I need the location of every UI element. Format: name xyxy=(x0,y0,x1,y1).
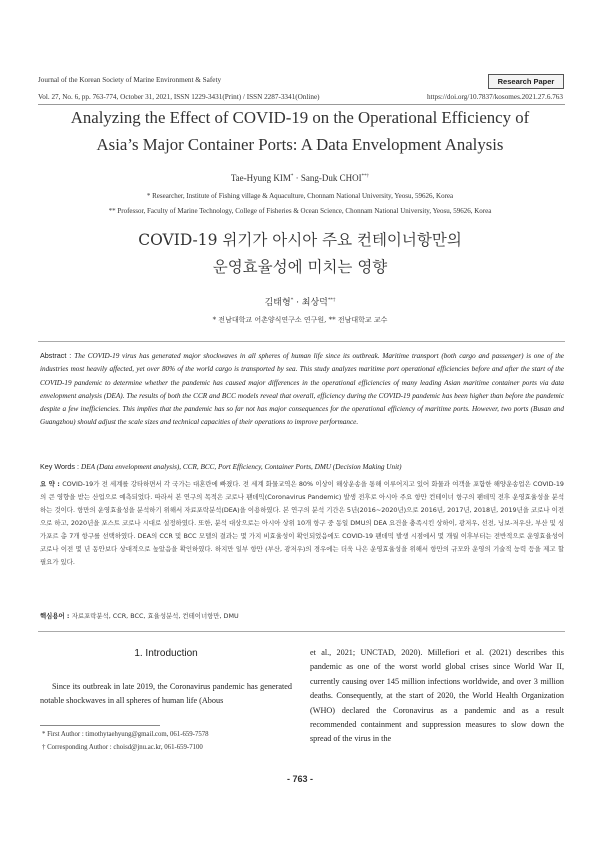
abstract-label: Abstract : xyxy=(40,351,75,360)
title-ko-line1: COVID-19 위기가 아시아 주요 컨테이너항만의 xyxy=(138,231,462,249)
footnote-corresponding-author: † Corresponding Author : choisd@jnu.ac.kr, 061-659-7100 xyxy=(42,744,203,751)
keywords xyxy=(40,460,564,474)
title-ko-line2: 운영효율성에 미치는 영향 xyxy=(212,258,388,276)
korean-keywords xyxy=(40,610,564,623)
volume-info: Vol. 27, No. 6, pp. 763-774, October 31, 2021, ISSN 1229-3431(Print) / ISSN 2287-3341(Online) xyxy=(38,93,320,101)
abstract-top-rule xyxy=(38,341,565,342)
footnote-first-author: * First Author : timothytaehyung@gmail.com, 061-659-7578 xyxy=(42,731,209,738)
korean-abstract xyxy=(40,478,564,569)
header-divider xyxy=(38,104,565,105)
authors-en: Tae-Hyung KIM* · Sang-Duk CHOI**† xyxy=(230,173,370,183)
journal-name: Journal of the Korean Society of Marine Environment & Safety xyxy=(38,76,222,84)
korean-keywords-label: 핵심용어 : xyxy=(40,612,72,620)
title-en-line2: Asia’s Major Container Ports: A Data Envelopment Analysis xyxy=(96,135,504,154)
affiliation-ko: * 전남대학교 어촌양식연구소 연구원, ** 전남대학교 교수 xyxy=(212,316,388,324)
korean-keywords-text: 자료포락분석, CCR, BCC, 효율성분석, 컨테이너항만, DMU xyxy=(71,612,239,620)
doi-link[interactable]: https://doi.org/10.7837/kosomes.2021.27.6.763 xyxy=(426,93,563,101)
abstract xyxy=(40,349,564,430)
intro-left-paragraph: Since its outbreak in late 2019, the Coronavirus pandemic has generated notable shockwaves in all spheres of human life (Abous xyxy=(40,682,292,706)
keywords-text: DEA (Data envelopment analysis), CCR, BCC, Port Efficiency, Container Ports, DMU (Decision Making Unit) xyxy=(81,463,402,471)
authors-ko: 김태형* · 최상덕**† xyxy=(264,297,336,308)
author2-en: Sang-Duk CHOI xyxy=(300,173,362,183)
keywords-label: Key Words : xyxy=(40,462,82,471)
korean-abstract-text: COVID-19가 전 세계를 강타하면서 각 국가는 대혼란에 빠졌다. 전 세계 화물교역은 80% 이상이 해상운송을 통해 이루어지고 있어 화물과 여객을 포함한 해양운송업은 COVID-19의 큰 영향을 받는 산업으로 예측되었다. 따라서 본 연구의 목적은 코로나 팬데믹(Coronavirus Pandemic) 발생 전후로 아시아 주요 항만 컨테이너 항구의 팬데믹 전후 운영효율성을 분석하는 것이다. 항만의 운영효율성을 분석하기 위해서 자료포락분석(DEA)을 이용하였다. 본 연구의 분석 기간은 5년(2016~2020년)으로 2016년, 2017년, 2018년, 2019년을 코로나 이전으로 하고, 2020년을 포스트 코로나 시대로 설정하였다. 또한, 분석 대상으로는 아시아 상위 10개 항구 중 동일 DMU의 DEA 요건을 충족시킨 상하이, 광저우, 선전, 닝보-저우산, 부산 및 싱가포르 총 7개 항구를 선택하였다. DEA의 CCR 및 BCC 모델의 결과는 몇 가지 비효율성이 확인되었음에도 COVID-19 팬데믹 발생 시점에서 몇 개월 이후부터는 전반적으로 운영효율성이 코로나 이전 몇 년 동안보다 상대적으로 높았음을 확인하였다. 하지만 일부 항만 (부산, 광저우)의 경우에는 더욱 나은 운영효율성을 위해서 항만의 규모와 운영의 기술적 능력 등을 제고 할 필요가 있다. xyxy=(40,480,564,566)
research-paper-badge: Research Paper xyxy=(488,74,564,89)
author1-en: Tae-Hyung KIM xyxy=(230,173,291,183)
section-title: 1. Introduction xyxy=(134,648,198,659)
footnote-rule xyxy=(40,725,160,726)
title-en-line1: Analyzing the Effect of COVID-19 on the Operational Efficiency of xyxy=(70,108,530,127)
abstract-bottom-rule xyxy=(38,631,565,632)
page-number: - 763 - xyxy=(286,774,313,784)
korean-abstract-label: 요 약 : xyxy=(40,480,63,488)
intro-right-paragraph: et al., 2021; UNCTAD, 2020). Millefiori et al. (2021) describes this pandemic as one of the worst world global crises since World War II, currently causing over 145 million infections worldwide, and over 3 million deaths. Consequently, at the start of 2020, the World Health Organization (WHO) declared the Coronavirus as a pandemic and as a result recommended containment and suppression measures to slow down the spread of the virus in the xyxy=(310,648,564,744)
affiliation-2: ** Professor, Faculty of Marine Technology, College of Fisheries & Ocean Science, Chonnam National University, Yeosu, 59626, Korea xyxy=(108,207,492,215)
affiliation-1: * Researcher, Institute of Fishing village & Aquaculture, Chonnam National University, Yeosu, 59626, Korea xyxy=(146,192,454,200)
abstract-text: The COVID-19 virus has generated major shockwaves in all spheres of human life since its outbreak. Maritime transport (both cargo and passenger) is one of the industries most heavily affected, yet over 80% of the world cargo is transported by sea. This study analyzes maritime port operational efficiencies before and after the start of the COVID-19 pandemic to determine whether the pandemic has caused major differences in the operational efficiencies of many leading Asian maritime container ports via data envelopment analysis (DEA). The results of both the CCR and BCC models reveal that overall, efficiency during the COVID-19 pandemic has been higher than before the pandemic despite a few inefficiencies. This implies that the pandemic has so far not has major consequences for the operational efficiency of maritime ports. However, two ports (Busan and Guangzhou) should adjust the scale sizes and technical capacities of their operations to improve performance. xyxy=(40,352,564,427)
